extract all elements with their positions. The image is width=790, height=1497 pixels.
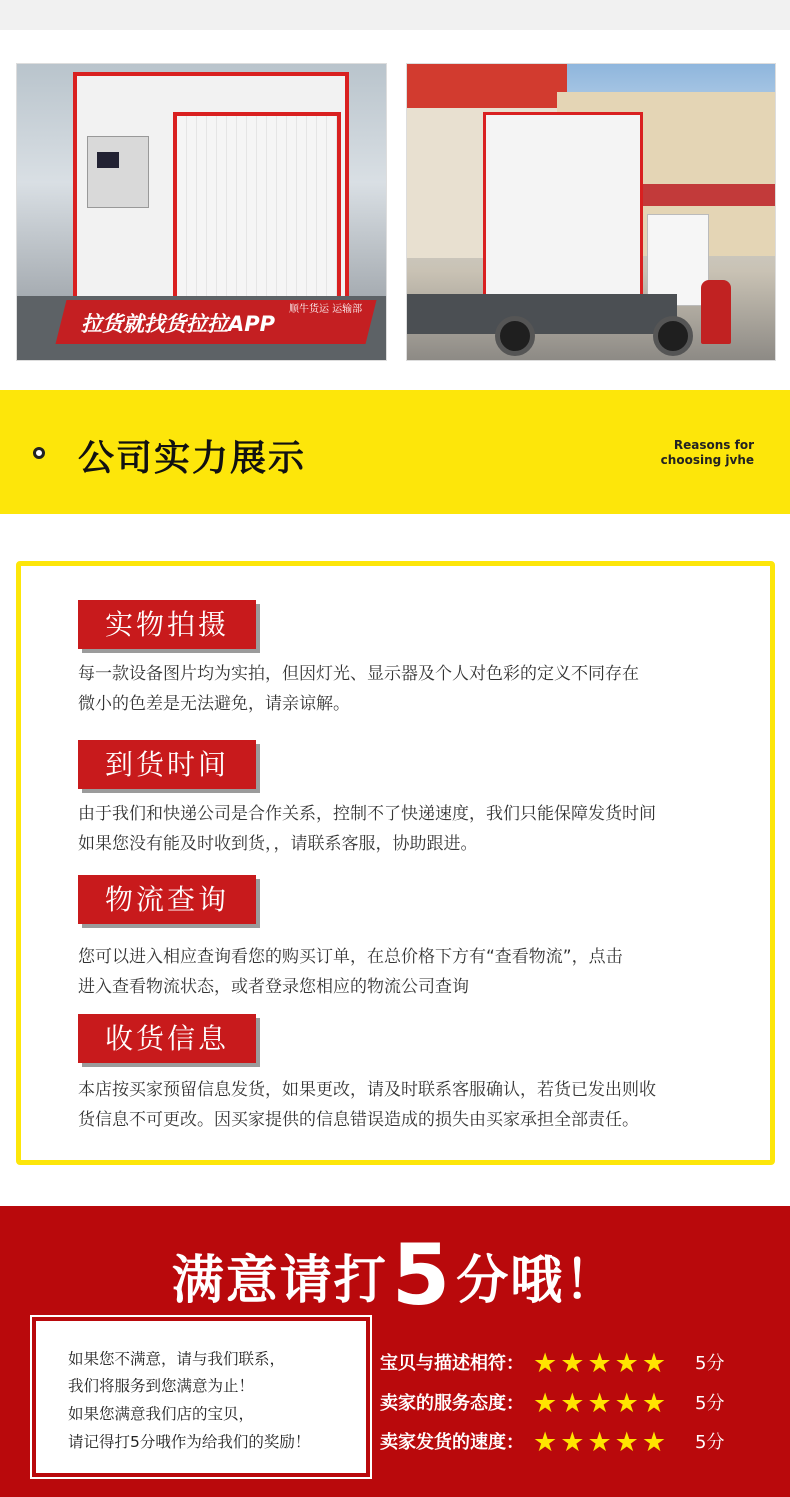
message-line: 我们将服务到您满意为止！: [68, 1377, 255, 1395]
worker: [701, 280, 731, 344]
message-line: 如果您满意我们店的宝贝，: [68, 1405, 255, 1423]
truck-side-text: 顺牛货运 运输部: [289, 304, 363, 315]
star-rating: [533, 1389, 669, 1422]
truck-cab: [647, 214, 709, 306]
control-panel: [87, 136, 149, 208]
desc-line: 进入查看物流状态，或者登录您相应的物流公司查询: [78, 977, 469, 997]
circle-bullet-icon: [33, 447, 45, 459]
top-strip: [0, 0, 790, 30]
section-title: 公司实力展示: [78, 438, 307, 479]
score-label: 宝贝与描述相符：: [380, 1353, 524, 1374]
tag-logistics-query: 物流查询: [78, 875, 256, 924]
truck-wheel: [653, 316, 693, 356]
subtitle-line-2: choosing jvhe: [660, 453, 754, 467]
message-line: 如果您不满意，请与我们联系，: [68, 1350, 286, 1368]
score-label: 卖家发货的速度：: [380, 1432, 524, 1453]
rating-title-before: 满意请打: [171, 1251, 388, 1311]
star-icon: ★: [533, 1427, 558, 1458]
star-icon: ★: [614, 1348, 639, 1379]
star-icon: ★: [587, 1348, 612, 1379]
star-icon: ★: [560, 1427, 585, 1458]
desc-line: 如果您没有能及时收到货，，请联系客服，协助跟进。: [78, 834, 478, 854]
star-icon: ★: [587, 1388, 612, 1419]
star-icon: ★: [641, 1348, 667, 1379]
star-icon: ★: [587, 1427, 612, 1458]
star-rating: [533, 1428, 669, 1461]
star-icon: ★: [533, 1388, 558, 1419]
star-icon: ★: [533, 1348, 558, 1379]
desc-arrival-time: [78, 799, 738, 859]
photo-dryer-on-truck: [16, 63, 387, 361]
desc-line: 本店按买家预留信息发货，如果更改，请及时联系客服确认，若货已发出则收: [78, 1080, 656, 1100]
subtitle-line-1: Reasons for: [673, 438, 754, 452]
desc-line: 由于我们和快递公司是合作关系，控制不了快递速度，我们只能保障发货时间: [78, 804, 656, 824]
dryer-cabinet: [73, 72, 349, 312]
dryer-door: [173, 112, 341, 308]
truck-body: [407, 294, 677, 334]
photo-truck-delivery: [406, 63, 776, 361]
score-label: 卖家的服务态度：: [380, 1393, 524, 1414]
star-icon: ★: [614, 1427, 639, 1458]
rating-title-number: 5: [391, 1226, 453, 1324]
desc-line: 货信息不可更改。因买家提供的信息错误造成的损失由买家承担全部责任。: [78, 1110, 639, 1130]
message-line: 请记得打5分哦作为给我们的奖励！: [68, 1433, 311, 1451]
desc-real-photos: [78, 659, 738, 719]
star-rating: [533, 1349, 669, 1382]
desc-line: 微小的色差是无法避免，请亲谅解。: [78, 694, 350, 714]
star-icon: ★: [560, 1388, 585, 1419]
rating-title-after: 分哦！: [456, 1251, 619, 1311]
star-icon: ★: [641, 1427, 667, 1458]
star-icon: ★: [641, 1388, 667, 1419]
star-icon: ★: [614, 1388, 639, 1419]
cargo-box: [483, 112, 643, 308]
score-value: 5分: [695, 1393, 725, 1414]
section-subtitle: [614, 438, 754, 468]
truck-wheel: [495, 316, 535, 356]
desc-shipping-info: [78, 1075, 738, 1135]
score-value: 5分: [695, 1353, 725, 1374]
message-box: [36, 1321, 366, 1473]
tag-arrival-time: 到货时间: [78, 740, 256, 789]
score-value: 5分: [695, 1432, 725, 1453]
building-roof: [407, 64, 567, 108]
desc-line: 您可以进入相应查询看您的购买订单，在总价格下方有“查看物流”，点击: [78, 947, 623, 967]
star-icon: ★: [560, 1348, 585, 1379]
desc-line: 每一款设备图片均为实拍，但因灯光、显示器及个人对色彩的定义不同存在: [78, 664, 639, 684]
desc-logistics-query: [78, 942, 738, 1002]
tag-shipping-info: 收货信息: [78, 1014, 256, 1063]
rating-title: [0, 1226, 790, 1324]
control-screen: [97, 152, 119, 168]
tag-real-photos: 实物拍摄: [78, 600, 256, 649]
truck-banner-text: 拉货就找货拉拉APP: [81, 312, 276, 336]
